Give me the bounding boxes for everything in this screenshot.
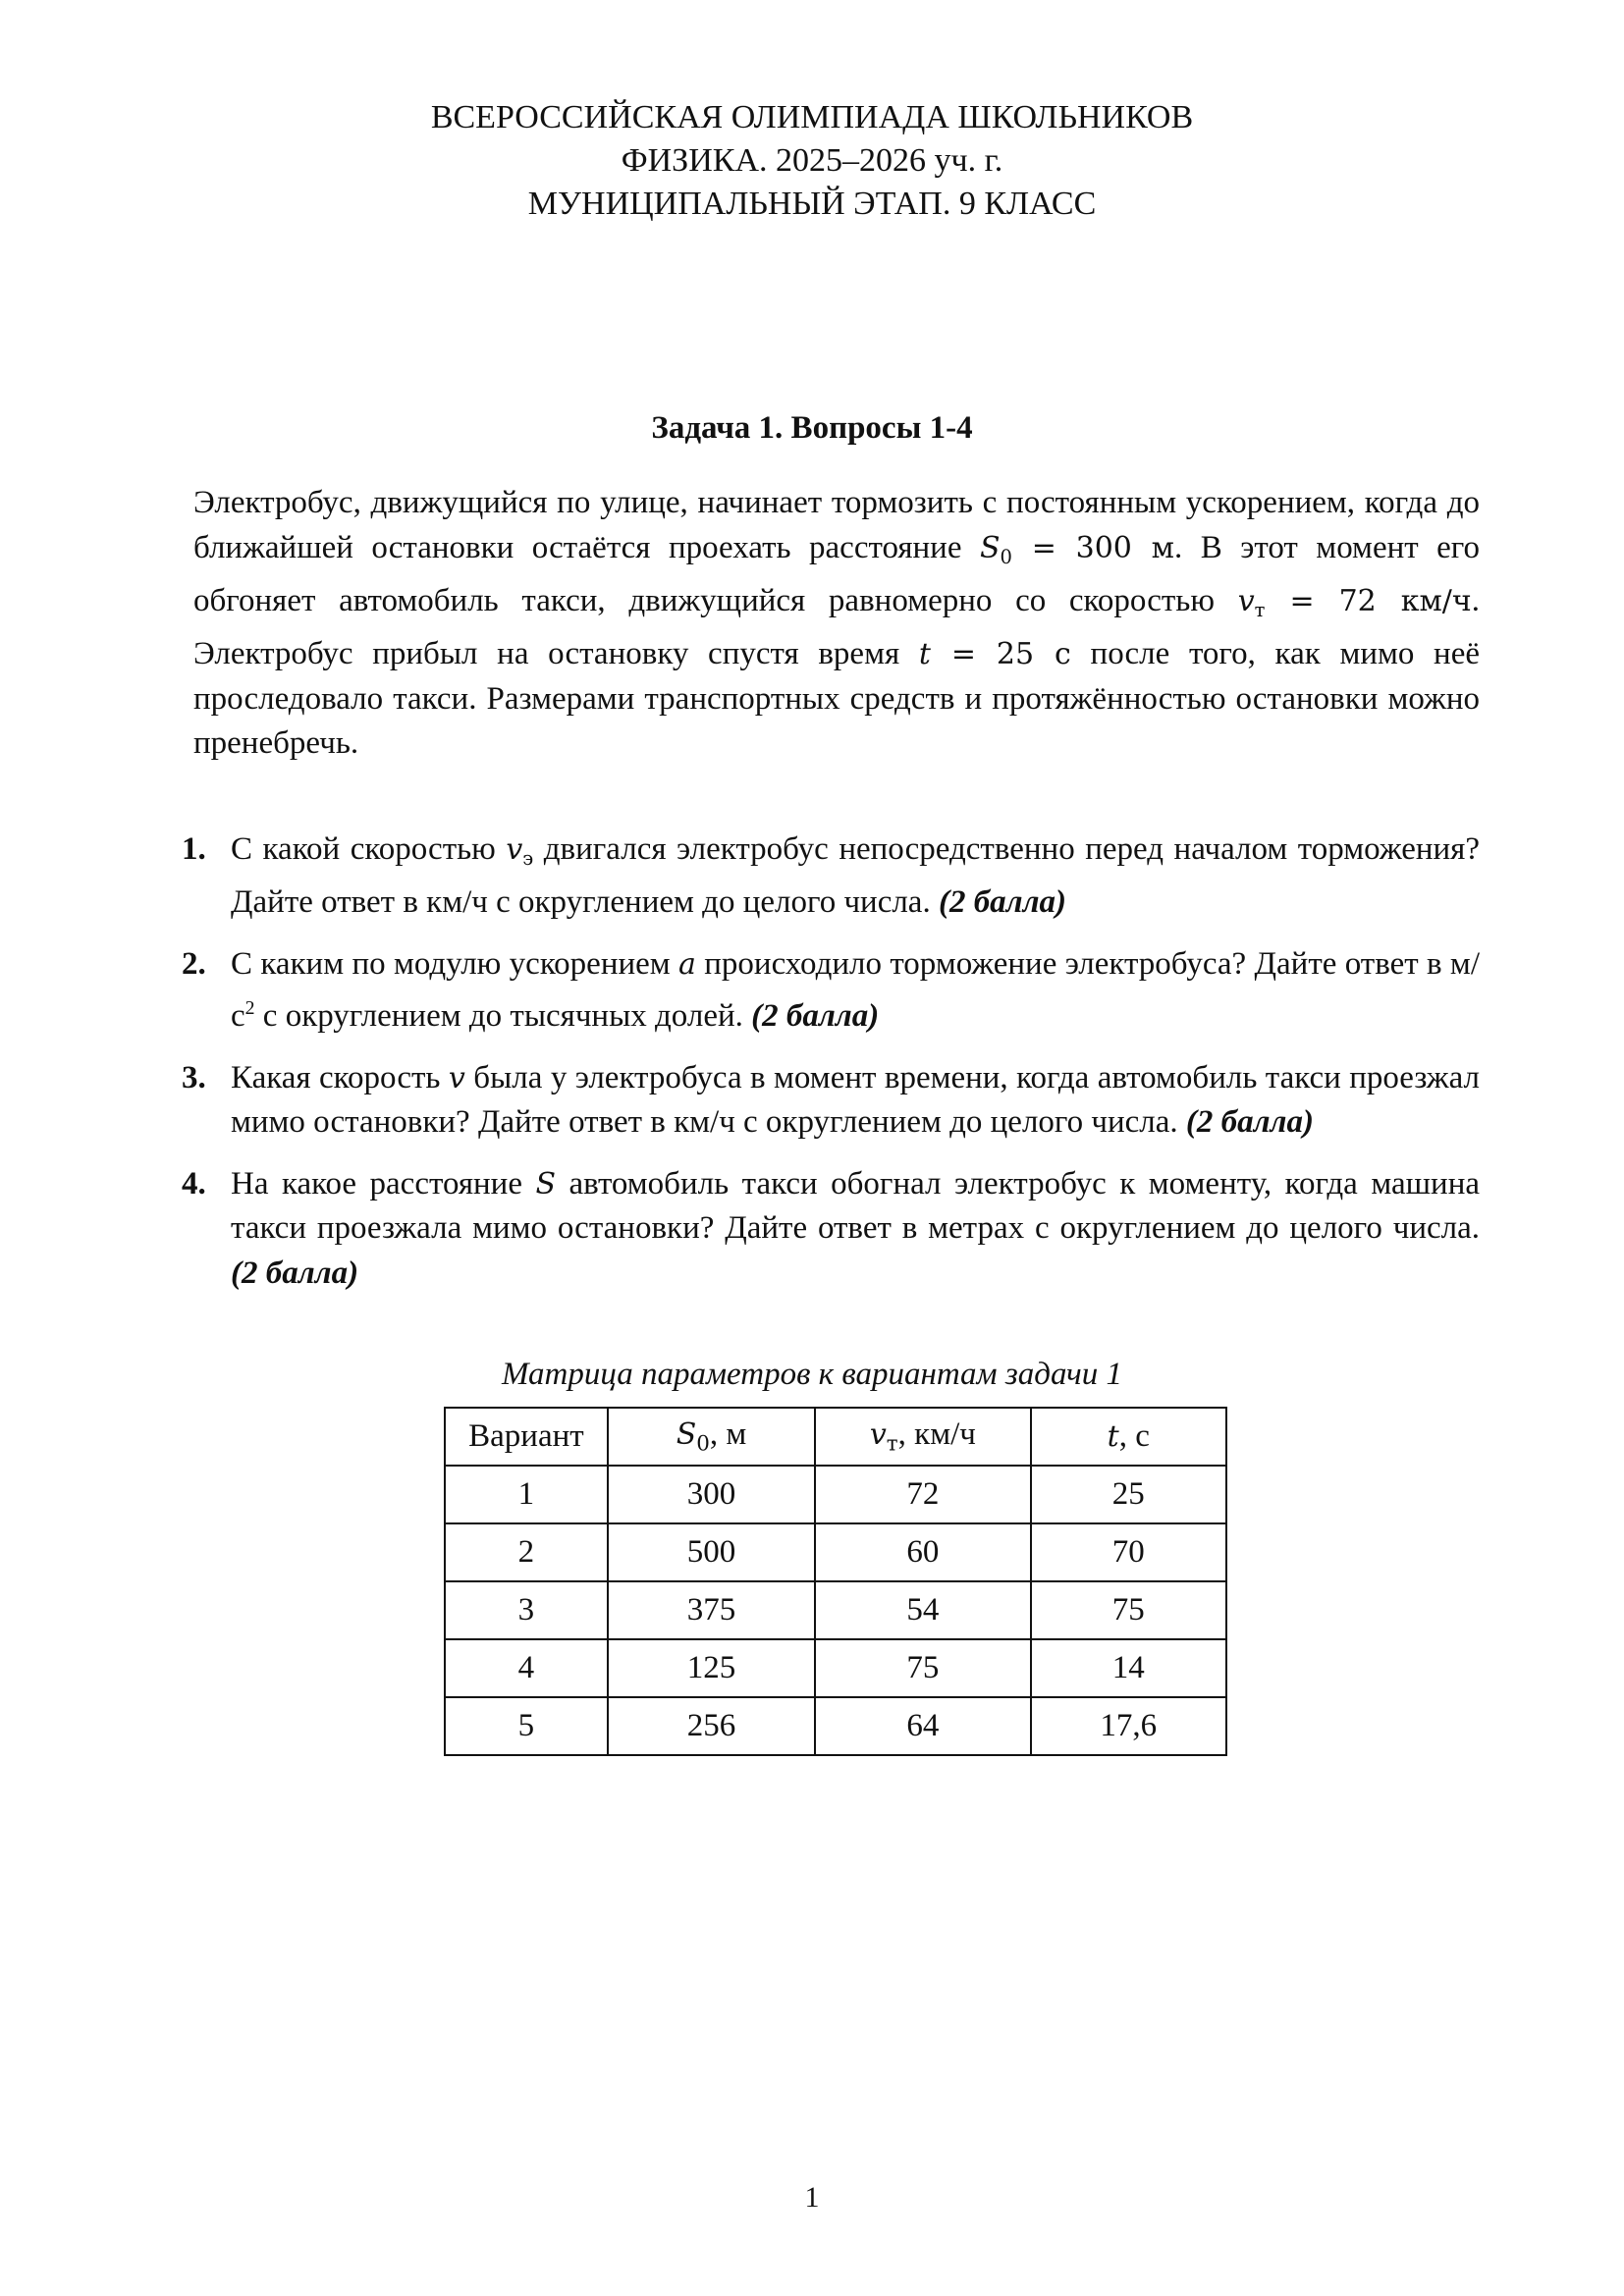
vt-unit: , км/ч bbox=[897, 1416, 976, 1453]
header-vt bbox=[815, 1408, 1030, 1466]
s0-letter: S bbox=[676, 1417, 697, 1453]
table-row bbox=[445, 1639, 1226, 1697]
question-number: 2. bbox=[182, 945, 206, 982]
question-points: (2 балла) bbox=[231, 1255, 359, 1291]
cell-variant: 3 bbox=[445, 1581, 608, 1639]
ve-symbol bbox=[506, 832, 534, 870]
ve-subscript: э bbox=[522, 846, 534, 870]
t-unit: , с bbox=[1118, 1418, 1150, 1454]
intro-text-part: . Электробус прибыл на остановку спустя время bbox=[193, 582, 1480, 672]
s0-unit: , м bbox=[709, 1416, 747, 1453]
question-4 bbox=[182, 1162, 1480, 1297]
question-3 bbox=[182, 1056, 1480, 1146]
intro-text-part: Электробус, движущийся по улице, начинает тормозить с постоянным ускорением, когда до ближайшей остановки остаётся проехать расстояние bbox=[193, 485, 1480, 565]
page-header bbox=[0, 96, 1624, 226]
intro-text-part: . В этот момент его обгоняет автомобиль такси, движущийся равномерно со скоростью bbox=[193, 529, 1481, 618]
header-subject-year: ФИЗИКА. 2025–2026 уч. г. bbox=[621, 142, 1003, 179]
header-t bbox=[1031, 1408, 1226, 1466]
v-symbol: v bbox=[448, 1060, 465, 1095]
cell-vt: 72 bbox=[815, 1466, 1030, 1523]
question-number: 3. bbox=[182, 1059, 206, 1095]
table-row bbox=[445, 1466, 1226, 1523]
cell-t: 75 bbox=[1031, 1581, 1226, 1639]
cell-s0: 500 bbox=[608, 1523, 815, 1581]
cell-s0: 256 bbox=[608, 1697, 815, 1755]
header-olympiad-title: ВСЕРОССИЙСКАЯ ОЛИМПИАДА ШКОЛЬНИКОВ bbox=[430, 99, 1194, 135]
table-row bbox=[445, 1523, 1226, 1581]
task-title: Задача 1. Вопросы 1-4 bbox=[651, 410, 973, 446]
question-text: На какое расстояние bbox=[231, 1165, 536, 1201]
s0-symbol bbox=[979, 530, 1012, 568]
parameters-table bbox=[444, 1407, 1227, 1756]
cell-vt: 60 bbox=[815, 1523, 1030, 1581]
question-points: (2 балла) bbox=[938, 884, 1067, 921]
cell-t: 25 bbox=[1031, 1466, 1226, 1523]
s0-subscript: 0 bbox=[696, 1431, 710, 1457]
header-stage-grade: МУНИЦИПАЛЬНЫЙ ЭТАП. 9 КЛАСС bbox=[527, 186, 1097, 222]
s-symbol: S bbox=[535, 1166, 557, 1201]
s0-value: = 300 м bbox=[1011, 530, 1174, 565]
question-1 bbox=[182, 828, 1480, 926]
table-row bbox=[445, 1581, 1226, 1639]
cell-variant: 1 bbox=[445, 1466, 608, 1523]
cell-vt: 54 bbox=[815, 1581, 1030, 1639]
question-text: двигался электробус непосредственно перед началом торможения? Дайте ответ в км/ч с округлением до целого числа. bbox=[231, 831, 1480, 921]
vt-symbol bbox=[1237, 583, 1266, 621]
a-symbol: a bbox=[678, 946, 696, 982]
vt-subscript: т bbox=[886, 1431, 898, 1457]
question-text: происходило торможение электробуса? Дайте ответ в м/с bbox=[231, 945, 1480, 1035]
cell-variant: 4 bbox=[445, 1639, 608, 1697]
question-points: (2 балла) bbox=[751, 998, 880, 1035]
cell-t: 70 bbox=[1031, 1523, 1226, 1581]
cell-vt: 75 bbox=[815, 1639, 1030, 1697]
question-text: Какая скорость bbox=[231, 1059, 449, 1095]
table-header-row bbox=[445, 1408, 1226, 1466]
table-row bbox=[445, 1697, 1226, 1755]
intro-text-part: после того, как мимо неё проследовало такси. Размерами транспортных средств и протяжённостью остановки можно пренебречь. bbox=[193, 636, 1480, 762]
cell-t: 17,6 bbox=[1031, 1697, 1226, 1755]
cell-t: 14 bbox=[1031, 1639, 1226, 1697]
question-text: с округлением до тысячных долей. bbox=[254, 998, 752, 1035]
header-s0 bbox=[608, 1408, 815, 1466]
header-variant: Вариант bbox=[445, 1408, 608, 1466]
t-letter: t bbox=[1107, 1419, 1119, 1454]
question-number: 4. bbox=[182, 1165, 206, 1201]
cell-variant: 5 bbox=[445, 1697, 608, 1755]
s0-letter: S bbox=[979, 530, 1001, 565]
superscript: 2 bbox=[244, 997, 255, 1020]
cell-vt: 64 bbox=[815, 1697, 1030, 1755]
cell-s0: 300 bbox=[608, 1466, 815, 1523]
task-intro-paragraph bbox=[193, 481, 1480, 767]
questions-list bbox=[182, 828, 1480, 1312]
page-number: 1 bbox=[804, 2181, 820, 2214]
vt-subscript: т bbox=[1254, 598, 1266, 621]
ve-letter: v bbox=[506, 832, 523, 867]
vt-letter: v bbox=[869, 1417, 887, 1453]
question-text: была у электробуса в момент времени, когда автомобиль такси проезжал мимо остановки? Дайте ответ в км/ч с округлением до целого числа. bbox=[231, 1059, 1480, 1141]
question-text: автомобиль такси обогнал электробус к моменту, когда машина такси проезжала мимо остановки? Дайте ответ в метрах с округлением до целого числа. bbox=[231, 1165, 1481, 1247]
question-text: С какой скоростью bbox=[231, 831, 507, 867]
cell-s0: 375 bbox=[608, 1581, 815, 1639]
vt-letter: v bbox=[1237, 583, 1255, 618]
question-number: 1. bbox=[182, 831, 206, 867]
t-symbol: t bbox=[918, 637, 931, 672]
question-points: (2 балла) bbox=[1185, 1104, 1314, 1141]
cell-s0: 125 bbox=[608, 1639, 815, 1697]
question-2 bbox=[182, 942, 1480, 1040]
cell-variant: 2 bbox=[445, 1523, 608, 1581]
table-caption: Матрица параметров к вариантам задачи 1 bbox=[501, 1357, 1122, 1392]
t-value: = 25 с bbox=[930, 637, 1071, 672]
question-text: С каким по модулю ускорением bbox=[231, 945, 679, 982]
s0-subscript: 0 bbox=[1000, 545, 1012, 568]
vt-value: = 72 км/ч bbox=[1265, 583, 1472, 618]
